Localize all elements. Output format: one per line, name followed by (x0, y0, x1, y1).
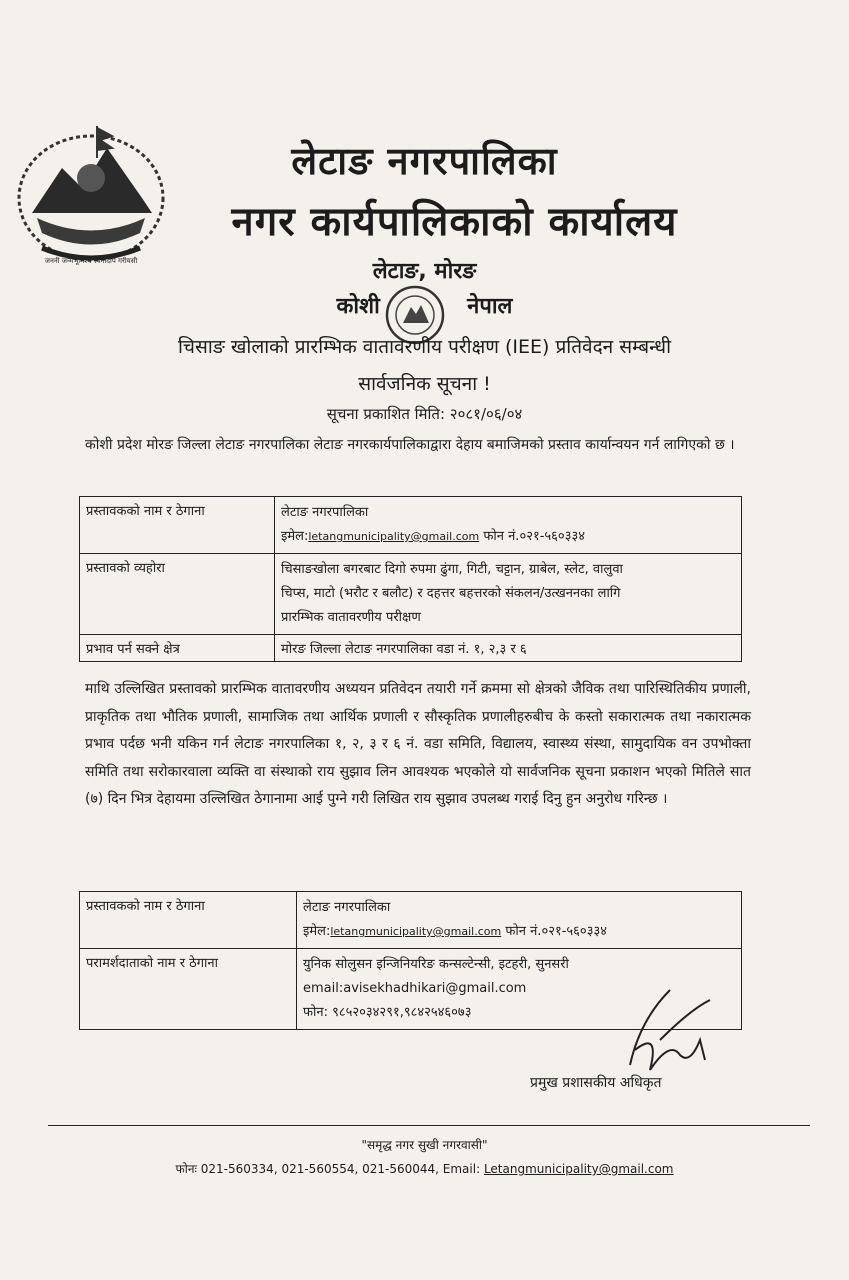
proposal-detail-label: प्रस्तावको व्यहोरा (80, 554, 275, 635)
table-row (80, 635, 742, 662)
email-label: इमेल: (281, 529, 309, 544)
table-row (80, 892, 742, 949)
proposal-detail-line: चिप्स, माटो (भरौट र बलौट) र दहत्तर बहत्तरको संकलन/उत्खननका लागि (281, 586, 621, 601)
proposal-detail-value (275, 554, 742, 635)
footer-contact-text: फोनः 021-560334, 021-560554, 021-560044, Email: (175, 1162, 484, 1176)
intro-paragraph: कोशी प्रदेश मोरङ जिल्ला लेटाङ नगरपालिका लेटाङ नगरकार्यपालिकाद्वारा देहाय बमाजिमको प्रस्ताव कार्यान्वयन गर्न लागिएको छ । (85, 437, 735, 453)
municipality-title: लेटाङ नगरपालिका (291, 139, 558, 183)
proposer-email-link[interactable]: letangmunicipality@gmail.com (308, 530, 480, 543)
footer-email-link[interactable]: Letangmunicipality@gmail.com (483, 1162, 674, 1176)
notice-heading: सार्वजनिक सूचना ! (358, 373, 491, 395)
footer-contact (0, 1160, 849, 1177)
office-title: नगर कार्यपालिकाको कार्यालय (231, 199, 678, 245)
location-text: लेटाङ, मोरङ (372, 259, 477, 284)
notice-subject: चिसाङ खोलाको प्रारम्भिक वातावरणीय परीक्षण (IEE) प्रतिवेदन सम्बन्धी (177, 336, 671, 358)
table-row (80, 497, 742, 554)
footer-divider (48, 1125, 810, 1126)
proposer-value (297, 892, 742, 949)
email-label: इमेल: (303, 924, 331, 939)
impact-area-label: प्रभाव पर्न सक्ने क्षेत्र (80, 635, 275, 662)
consultant-phone: फोन: ९८५२०३४२९१,९८४२५४६०७३ (303, 1005, 472, 1020)
publish-date: सूचना प्रकाशित मिति: २०८१/०६/०४ (326, 405, 523, 423)
proposal-detail-line: चिसाङखोला बगरबाट दिगो रुपमा ढुंगा, गिटी, चट्टान, ग्राबेल, स्लेट, वालुवा (281, 562, 623, 577)
proposer-label: प्रस्तावकको नाम र ठेगाना (80, 497, 275, 554)
proposer-name: लेटाङ नगरपालिका (303, 900, 391, 915)
consultant-email[interactable]: email:avisekhadhikari@gmail.com (303, 981, 527, 996)
proposer-phone: फोन नं.०२१-५६०३३४ (483, 529, 585, 544)
emblem-caption: जननी जन्मभूमिश्च स्वर्गादपि गरीयसी (44, 257, 138, 265)
proposal-detail-line: प्रारम्भिक वातावरणीय परीक्षण (281, 610, 421, 625)
proposal-table (79, 496, 742, 662)
province-left: कोशी (336, 294, 380, 319)
consultant-name: युनिक सोलुसन इन्जिनियरिङ कन्सल्टेन्सी, इटहरी, सुनसरी (303, 957, 569, 972)
signatory-title: प्रमुख प्रशासकीय अधिकृत (530, 1075, 662, 1091)
proposer-label: प्रस्तावकको नाम र ठेगाना (80, 892, 297, 949)
proposer-name: लेटाङ नगरपालिका (281, 505, 369, 520)
footer-slogan: "समृद्ध नगर सुखी नगरवासी" (361, 1138, 488, 1152)
proposer-value (275, 497, 742, 554)
proposer-email-link[interactable]: letangmunicipality@gmail.com (330, 925, 502, 938)
impact-area-value: मोरङ जिल्ला लेटाङ नगरपालिका वडा नं. १, २,३ र ६ (275, 635, 742, 662)
proposer-contact (303, 920, 735, 944)
province-right: नेपाल (467, 294, 513, 319)
proposer-contact (281, 525, 735, 549)
table-row (80, 554, 742, 635)
signature (600, 980, 720, 1080)
consultant-label: परामर्शदाताको नाम र ठेगाना (80, 949, 297, 1030)
body-paragraph: माथि उल्लिखित प्रस्तावको प्रारम्भिक वातावरणीय अध्ययन प्रतिवेदन तयारी गर्ने क्रममा सो क्षेत्रको जैविक तथा पारिस्थितिकीय प्रणाली, प्राकृतिक तथा भौतिक प्रणाली, सामाजिक तथा आर्थिक प्रणाली र सौस्कृतिक प्रणालीहरुबीच के कस्तो सकारात्मक तथा नकारात्मक प्रभाव पर्दछ भनी यकिन गर्न लेटाङ नगरपालिका १, २, ३ र ६ नं. वडा समिति, विद्यालय, स्वास्थ्य संस्था, सामुदायिक वन उपभोक्ता समिति तथा सरोकारवाला व्यक्ति वा संस्थाको राय सुझाव लिन आवश्यक भएकोले यो सार्वजनिक सूचना प्रकाशन भएको मितिले सात (७) दिन भित्र देहायमा उल्लिखित ठेगानामा आई पुग्ने गरी लिखित राय सुझाव उपलब्ध गराई दिनु हुन अनुरोध गरिन्छ । (85, 681, 751, 807)
proposer-phone: फोन नं.०२१-५६०३३४ (505, 924, 607, 939)
